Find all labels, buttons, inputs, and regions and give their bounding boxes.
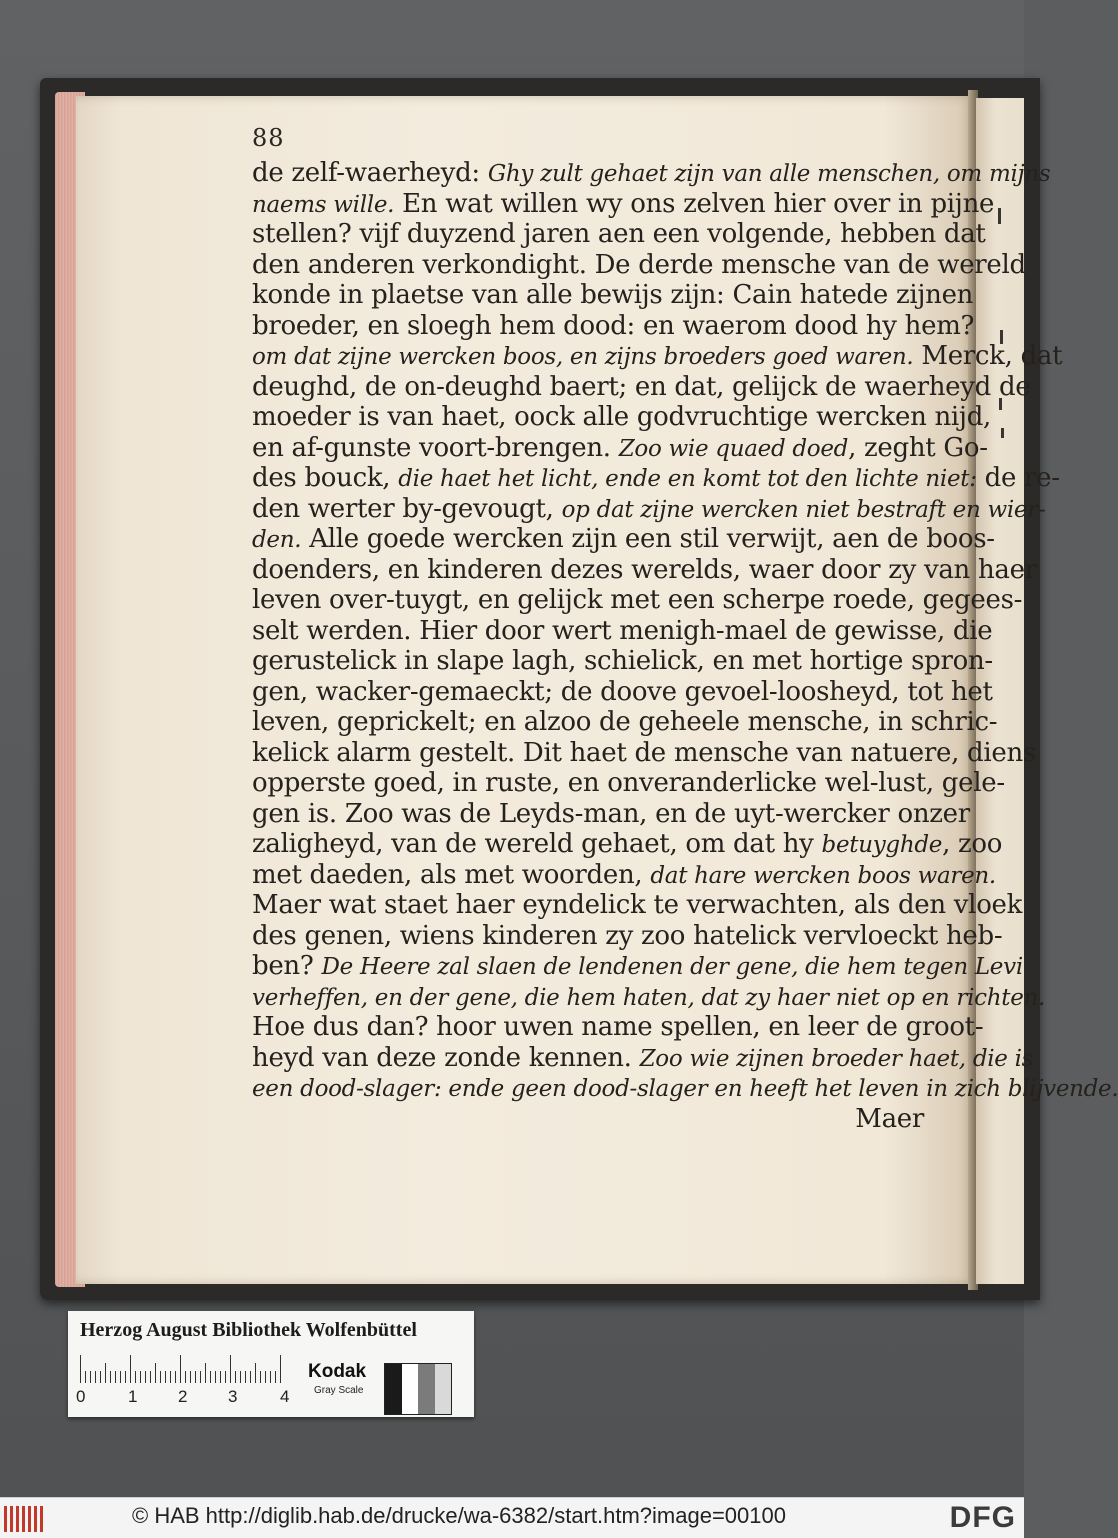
ruler-tick [125, 1371, 126, 1383]
body-text [252, 158, 1118, 1134]
text-line [252, 768, 1005, 799]
text-line [252, 829, 1003, 860]
italic-segment: naems wille. [252, 191, 395, 218]
italic-segment: Zoo wie quaed doed [618, 435, 849, 462]
ruler-tick [190, 1371, 191, 1383]
ruler-tick [115, 1371, 116, 1383]
dfg-logo[interactable]: DFG [949, 1501, 1016, 1534]
ruler-tick [85, 1371, 86, 1383]
ruler-tick [255, 1363, 256, 1383]
text-line [252, 158, 1051, 189]
text-segment: Maer wat staet haer eyndelick te verwachten, als den vloek [252, 890, 1023, 920]
gray-scale-caption: Gray Scale [314, 1385, 364, 1396]
text-segment: met daeden, als met woorden, [252, 859, 651, 890]
text-segment: de re- [976, 463, 1060, 493]
ruler-tick [245, 1371, 246, 1383]
text-line [252, 463, 1060, 494]
italic-segment: die haet het licht, ende en komt tot den lichte niet: [398, 466, 977, 492]
ruler-tick [140, 1371, 141, 1383]
ruler-tick [185, 1371, 186, 1383]
text-segment: den anderen verkondight. De derde mensche van de wereld [252, 249, 1026, 280]
text-line [252, 859, 996, 891]
italic-segment: betuyghde [821, 832, 943, 858]
text-line [252, 1073, 1118, 1104]
ruler-tick [105, 1363, 106, 1383]
text-segment: , zeght Go- [848, 432, 988, 463]
text-line [252, 249, 1026, 281]
ruler-tick [100, 1371, 101, 1383]
ruler-tick [260, 1371, 261, 1383]
ruler-tick [265, 1371, 266, 1383]
ruler-tick [230, 1355, 231, 1383]
text-segment: kelick alarm gestelt. Dit haet de mensche van natuere, diens [252, 737, 1036, 768]
gray-swatch [402, 1364, 419, 1414]
ruler-number: 0 [76, 1387, 86, 1406]
text-line [252, 737, 1036, 769]
gray-swatch [418, 1364, 435, 1414]
ruler-tick [195, 1371, 196, 1383]
text-segment: de zelf-waerheyd: [252, 158, 488, 188]
italic-segment: Ghy zult gehaet zijn van alle menschen, om mijns [487, 161, 1051, 187]
ruler-tick [250, 1371, 251, 1383]
ruler-tick [180, 1355, 181, 1383]
ruler-tick [165, 1371, 166, 1383]
text-segment: selt werden. Hier door wert menigh-mael de gewisse, die [252, 615, 993, 646]
text-segment: den werter by-gevougt, [252, 493, 562, 524]
text-segment: des genen, wiens kinderen zy zoo hatelick vervloeckt heb- [252, 920, 1003, 951]
text-line [252, 371, 1031, 403]
text-line [252, 280, 974, 311]
ruler-tick [235, 1371, 236, 1383]
text-segment: moeder is van haet, oock alle godvruchtige wercken nijd, [252, 402, 992, 432]
show-through-mark [1001, 428, 1004, 438]
ruler-tick [205, 1363, 206, 1383]
text-line [252, 951, 1023, 982]
text-segment: stellen? vijf duyzend jaren aen een volgende, hebben dat [252, 219, 986, 249]
text-line [252, 554, 1037, 586]
library-name: Herzog August Bibliothek Wolfenbüttel [80, 1319, 417, 1341]
text-line [252, 1012, 984, 1043]
italic-segment: den. [252, 527, 302, 553]
text-segment: gerustelick in slape lagh, schielick, en met hortige spron- [252, 646, 993, 676]
italic-segment: verheffen, en der gene, die hem haten, dat zy haer niet op en richten. [252, 984, 1046, 1011]
text-segment: en af-gunste voort-brengen. [252, 432, 619, 463]
gray-swatch [435, 1364, 452, 1414]
text-segment: ben? [252, 951, 322, 981]
text-segment: opperste goed, in ruste, en onveranderlicke wel-lust, gele- [252, 768, 1005, 798]
ruler-tick [200, 1371, 201, 1383]
text-line [252, 310, 975, 342]
ruler-tick [90, 1371, 91, 1383]
text-line [252, 798, 970, 830]
gray-swatch [385, 1364, 402, 1414]
text-line [252, 524, 995, 555]
text-segment: heyd van deze zonde kennen. [252, 1042, 640, 1073]
gray-scale-swatches [384, 1363, 452, 1415]
ruler-tick [240, 1371, 241, 1383]
catchword: Maer [855, 1103, 924, 1134]
text-line [252, 341, 1063, 372]
ruler-tick [175, 1371, 176, 1383]
text-segment: gen is. Zoo was de Leyds-man, en de uyt-wercker onzer [252, 798, 970, 829]
text-line [252, 493, 1046, 525]
text-line [252, 646, 993, 677]
text-segment: doenders, en kinderen dezes werelds, waer door zy van haer [252, 554, 1037, 585]
italic-segment: een dood-slager: ende geen dood-slager en heeft het leven in zich blijvende. [252, 1076, 1118, 1102]
italic-segment: dat hare wercken boos waren. [650, 862, 996, 889]
text-segment: broeder, en sloegh hem dood: en waerom dood hy hem? [252, 310, 975, 341]
text-line [252, 432, 988, 464]
ruler-number: 1 [128, 1387, 138, 1406]
text-line [252, 402, 992, 433]
ruler-tick [130, 1355, 131, 1383]
footer-bar [0, 1497, 1024, 1538]
library-color-card [68, 1311, 474, 1417]
text-line [252, 1042, 1034, 1074]
text-line [252, 920, 1003, 952]
text-line [252, 707, 998, 738]
ruler-tick [210, 1371, 211, 1383]
text-segment: leven over-tuygt, en gelijck met een scherpe roede, gegees- [252, 585, 1023, 615]
text-segment: Hoe dus dan? hoor uwen name spellen, en leer de groot- [252, 1012, 984, 1042]
text-segment: En wat willen wy ons zelven hier over in pijne [394, 188, 995, 219]
kodak-logo: Kodak [308, 1361, 367, 1382]
page-number: 88 [252, 124, 285, 152]
text-segment: Alle goede wercken zijn een stil verwijt, aen de boos- [301, 524, 995, 554]
ruler-tick [160, 1371, 161, 1383]
ruler-tick [280, 1355, 281, 1383]
ruler-tick [155, 1363, 156, 1383]
text-segment: deughd, de on-deughd baert; en dat, gelijck de waerheyd de [252, 371, 1031, 402]
text-segment: gen, wacker-gemaeckt; de doove gevoel-loosheyd, tot het [252, 676, 993, 707]
ruler-tick [110, 1371, 111, 1383]
text-segment: des bouck, [252, 463, 399, 493]
ruler-tick [120, 1371, 121, 1383]
ruler-tick [135, 1371, 136, 1383]
text-segment: leven, geprickelt; en alzoo de geheele mensche, in schric- [252, 707, 998, 737]
text-line [252, 615, 993, 647]
text-segment: Merck, dat [913, 341, 1063, 371]
ruler-tick [220, 1371, 221, 1383]
ruler-tick [150, 1371, 151, 1383]
italic-segment: Zoo wie zijnen broeder haet, die is [639, 1045, 1034, 1072]
italic-segment: op dat zijne wercken niet bestraft en wier- [561, 496, 1046, 523]
ruler-number: 3 [228, 1387, 238, 1406]
text-line [252, 890, 1023, 921]
text-line [252, 982, 1046, 1013]
ruler-tick [275, 1371, 276, 1383]
italic-segment: om dat zijne wercken boos, en zijns broeders goed waren. [252, 344, 914, 370]
text-segment: konde in plaetse van alle bewijs zijn: Cain hatede zijnen [252, 280, 974, 310]
text-line [252, 188, 995, 220]
ruler-tick [215, 1371, 216, 1383]
text-line [252, 676, 993, 708]
hab-logo-icon[interactable] [4, 1506, 44, 1532]
show-through-mark [998, 208, 1001, 224]
ruler-tick [80, 1355, 81, 1383]
text-segment: zaligheyd, van de wereld gehaet, om dat hy [252, 829, 822, 859]
text-line [252, 219, 986, 250]
italic-segment: De Heere zal slaen de lendenen der gene, die hem tegen Levi [321, 954, 1023, 980]
ruler-tick [95, 1371, 96, 1383]
ruler-tick [145, 1371, 146, 1383]
copyright-link[interactable]: © HAB http://diglib.hab.de/drucke/wa-6382/start.htm?image=00100 [132, 1503, 786, 1528]
ruler-tick [225, 1371, 226, 1383]
ruler-tick [170, 1371, 171, 1383]
measurement-ruler [80, 1355, 290, 1383]
ruler-tick [270, 1371, 271, 1383]
text-line [252, 585, 1023, 616]
ruler-number: 4 [280, 1387, 290, 1406]
ruler-number: 2 [178, 1387, 188, 1406]
text-segment: , zoo [942, 829, 1003, 859]
